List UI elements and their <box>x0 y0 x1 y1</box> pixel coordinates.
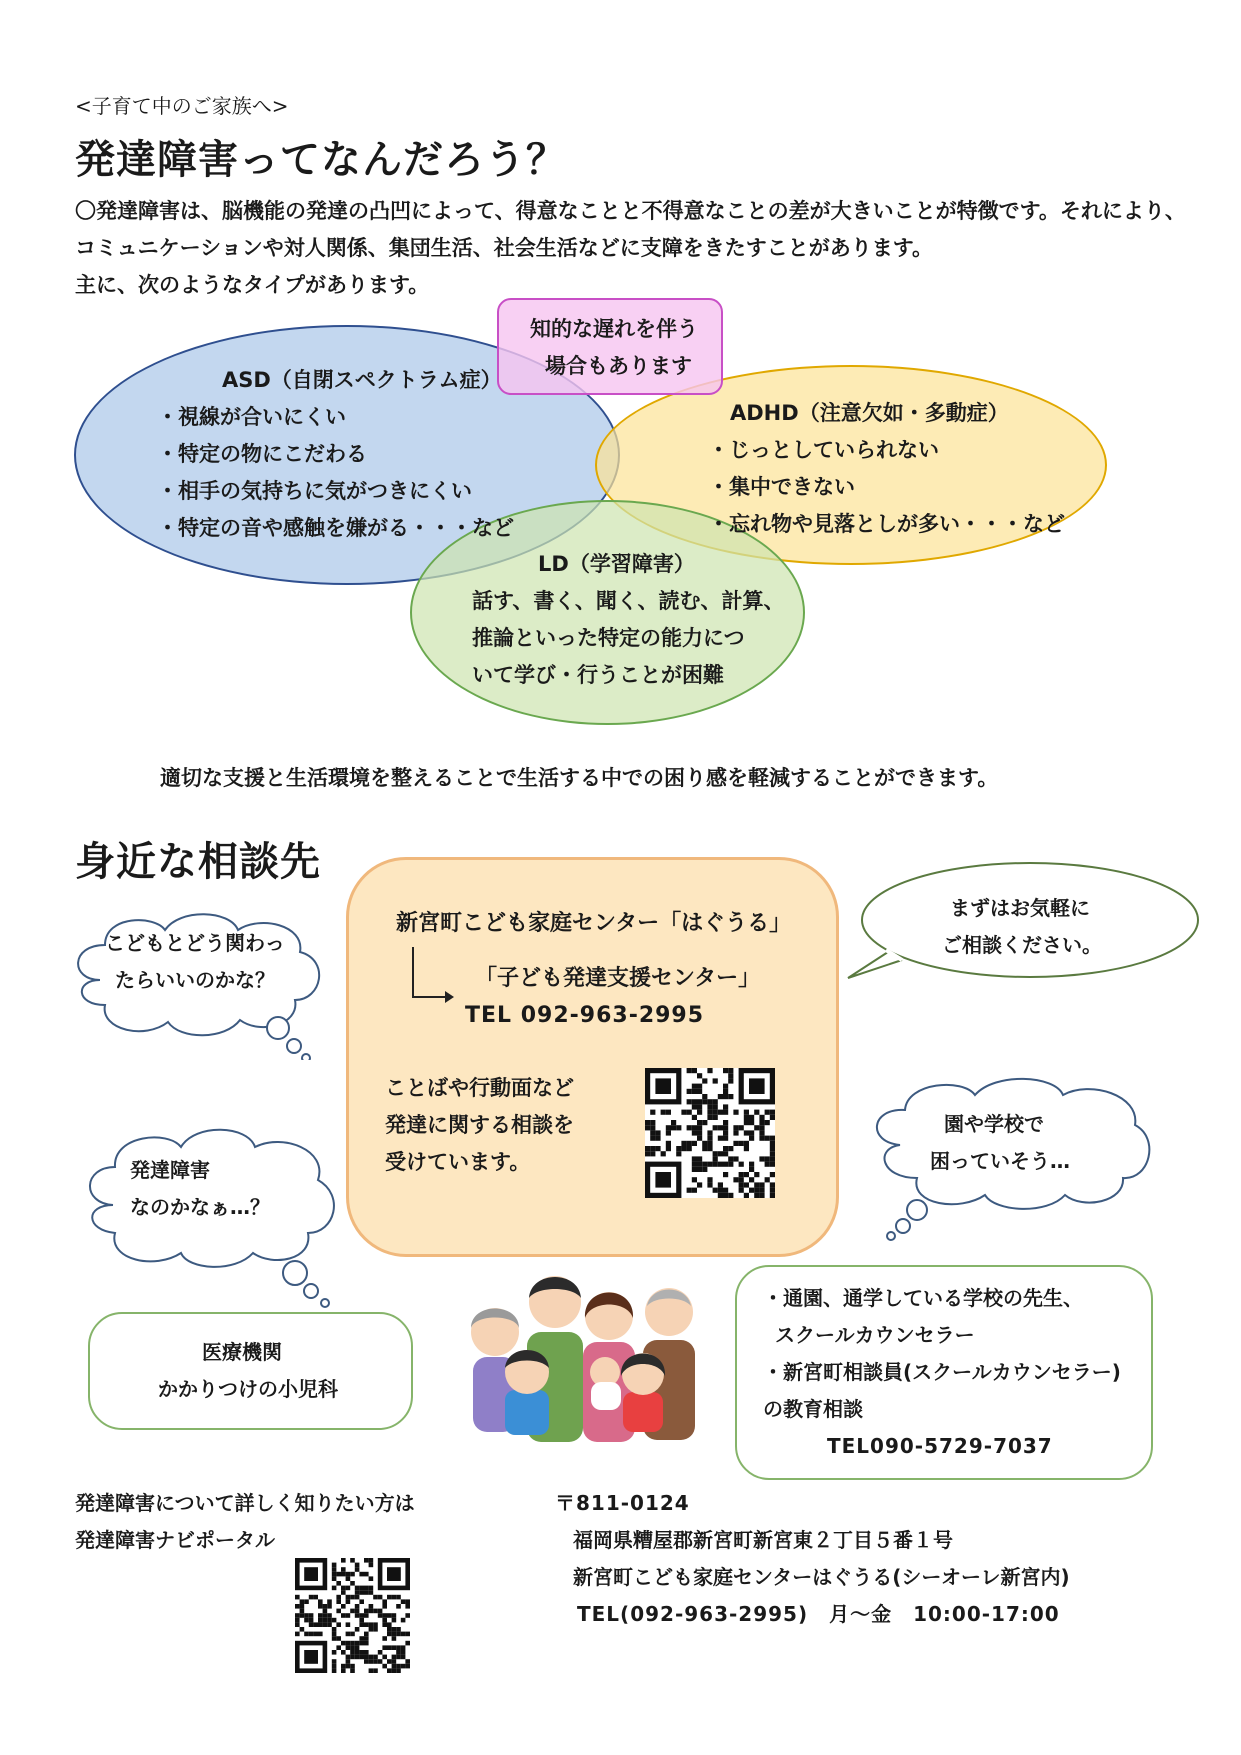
speech-text: ご相談ください。 <box>942 933 1102 957</box>
center-sub: 「子ども発達支援センター」 <box>475 966 761 991</box>
center-desc-line: 発達に関する相談を <box>385 1113 574 1137</box>
thought-text: 困っていそう… <box>930 1149 1070 1173</box>
asd-item: ・視線が合いにくい <box>157 405 346 429</box>
footer-left <box>75 1485 415 1559</box>
center-desc-line: 受けています。 <box>385 1150 531 1174</box>
adhd-items <box>708 432 1065 543</box>
adhd-item: ・じっとしていられない <box>708 438 939 462</box>
thought-text: こどもとどう関わっ <box>105 931 285 955</box>
school-line: TEL090-5729-7037 <box>827 1434 1053 1458</box>
medical-line: かかりつけの小児科 <box>158 1377 338 1401</box>
intro-line: 〇発達障害は、脳機能の発達の凸凹によって、得意なことと不得意なことの差が大きいことが特徴です。それにより、 <box>75 199 1186 223</box>
school-line: の教育相談 <box>763 1397 863 1421</box>
center-desc <box>385 1070 574 1181</box>
ld-item: いて学び・行うことが困難 <box>472 663 724 687</box>
family-illustration-icon <box>455 1262 715 1452</box>
asd-item: ・相手の気持ちに気がつきにくい <box>157 479 472 503</box>
arrow-icon <box>405 945 455 1005</box>
asd-title: ASD（自閉スペクトラム症） <box>222 368 502 392</box>
note-line: 知的な遅れを伴う <box>530 317 698 341</box>
school-line: ・通園、通学している学校の先生、 <box>763 1286 1083 1310</box>
page-title: 発達障害ってなんだろう？ <box>75 137 567 183</box>
intro-line: コミュニケーションや対人関係、集団生活、社会生活などに支障をきたすことがあります。 <box>75 236 934 260</box>
thought-text: 園や学校で <box>944 1112 1044 1136</box>
asd-item: ・特定の音や感触を嫌がる・・・など <box>157 516 514 540</box>
adhd-item: ・忘れ物や見落としが多い・・・など <box>708 512 1065 536</box>
ld-item: 推論といった特定の能力につ <box>472 626 745 650</box>
ld-item: 話す、書く、聞く、読む、計算、 <box>472 589 785 613</box>
footer-line: 発達障害について詳しく知りたい方は <box>75 1491 415 1515</box>
center-tel: TEL 092-963-2995 <box>465 1003 705 1028</box>
address-line: 福岡県糟屋郡新宮町新宮東２丁目５番１号 <box>573 1528 953 1552</box>
adhd-item: ・集中できない <box>708 475 855 499</box>
address-line: 〒811-0124 <box>555 1491 690 1515</box>
intro-line: 主に、次のようなタイプがあります。 <box>75 273 430 297</box>
ld-items <box>472 583 784 694</box>
adhd-title: ADHD（注意欠如・多動症） <box>730 401 1009 425</box>
school-line: ・新宮町相談員(スクールカウンセラー) <box>763 1360 1121 1384</box>
page-subtitle: <子育て中のご家族へ> <box>75 94 289 118</box>
medical-line: 医療機関 <box>202 1340 282 1364</box>
ld-title: LD（学習障害） <box>538 552 695 576</box>
note-line: 場合もあります <box>545 354 692 378</box>
intro-text <box>75 193 1186 304</box>
footer-portal-link[interactable]: 発達障害ナビポータル <box>75 1528 275 1552</box>
address-line: 新宮町こども家庭センターはぐうる(シーオーレ新宮内) <box>573 1565 1070 1589</box>
qr-code[interactable] <box>295 1558 410 1673</box>
asd-items <box>157 399 514 547</box>
asd-item: ・特定の物にこだわる <box>157 442 367 466</box>
support-line: 適切な支援と生活環境を整えることで生活する中での困り感を軽減することができます。 <box>160 766 999 790</box>
speech-text: まずはお気軽に <box>950 896 1090 920</box>
school-lines <box>763 1280 1121 1465</box>
qr-code[interactable] <box>645 1068 775 1198</box>
school-line: スクールカウンセラー <box>775 1323 975 1347</box>
consult-title: 身近な相談先 <box>75 839 321 885</box>
thought-text: 発達障害 <box>130 1158 210 1182</box>
footer-address <box>555 1485 1070 1633</box>
thought-text: なのかなぁ…？ <box>130 1195 270 1219</box>
thought-text: たらいいのかな？ <box>115 968 275 992</box>
address-line: TEL(092-963-2995) 月～金 10:00-17:00 <box>577 1602 1060 1626</box>
center-desc-line: ことばや行動面など <box>385 1076 574 1100</box>
center-name: 新宮町こども家庭センター「はぐうる」 <box>396 911 792 936</box>
